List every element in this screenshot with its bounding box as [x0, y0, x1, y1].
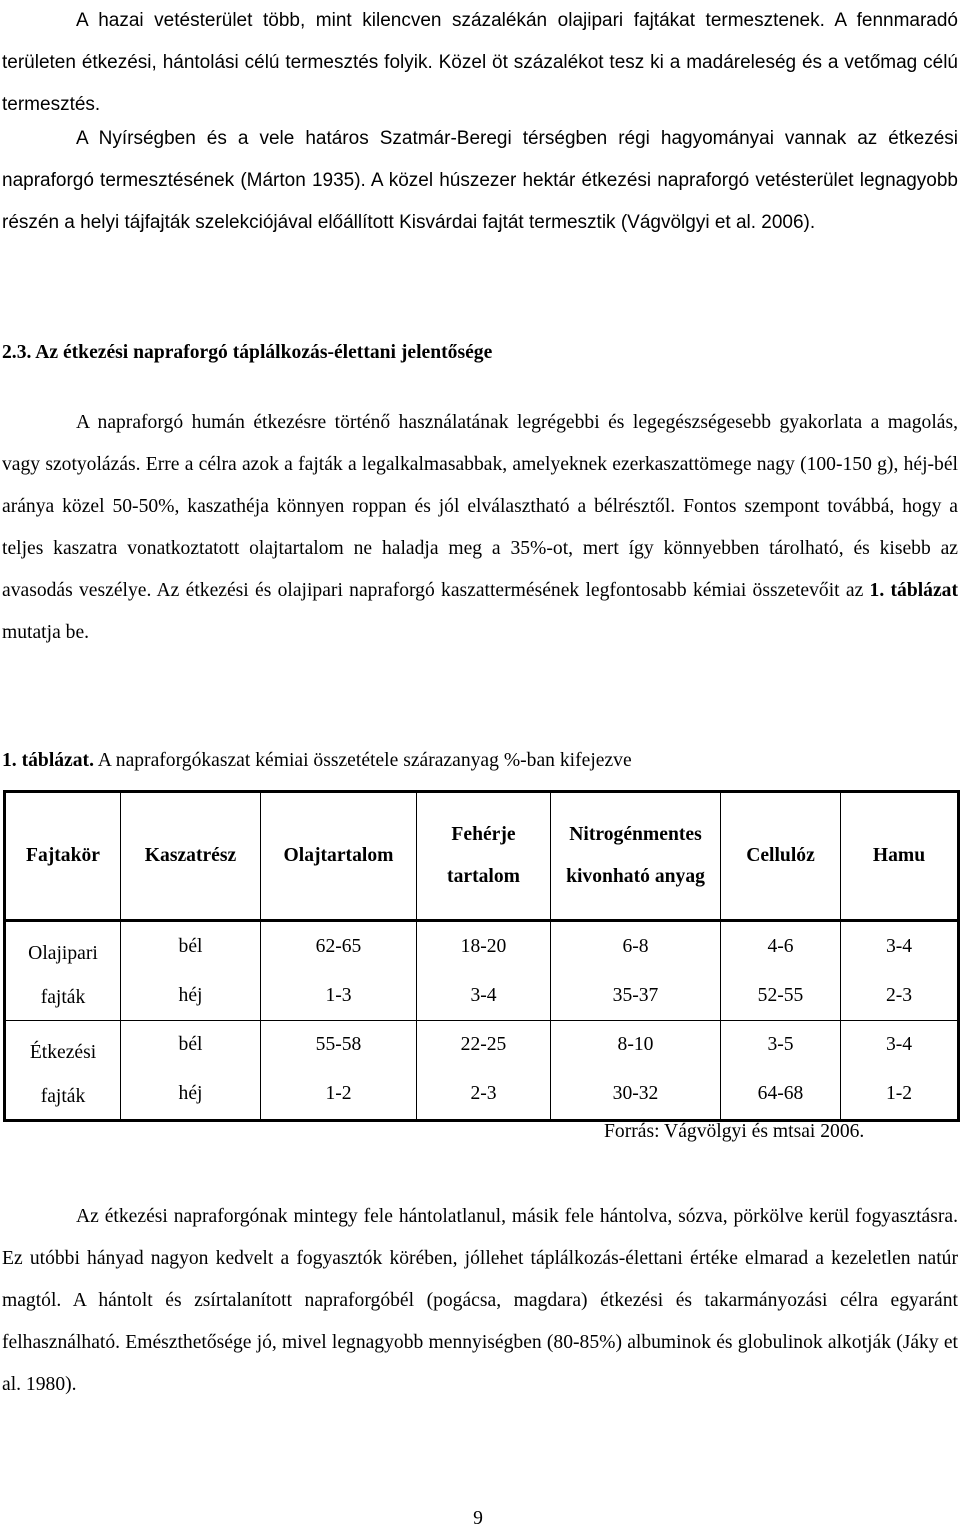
table-cell: 3-5	[721, 1021, 841, 1070]
page-number: 9	[473, 1508, 483, 1529]
header-cell: Hamu	[841, 792, 959, 921]
table-cell: 1-3	[261, 971, 417, 1020]
table-cell: 2-3	[841, 971, 959, 1020]
table-caption	[2, 740, 632, 782]
header-cell: Kaszatrész	[121, 792, 261, 921]
header-cell: Fehérje tartalom	[417, 792, 551, 921]
table-caption-text: A napraforgókaszat kémiai összetétele szárazanyag %-ban kifejezve	[93, 750, 632, 771]
table-cell: 3-4	[841, 1021, 959, 1070]
table-row	[5, 971, 959, 1020]
table-cell: 4-6	[721, 921, 841, 972]
table-cell: 1-2	[261, 1070, 417, 1121]
table-row	[5, 1021, 959, 1070]
table-cell: 2-3	[417, 1070, 551, 1121]
table-cell: 8-10	[551, 1021, 721, 1070]
header-cell: Cellulóz	[721, 792, 841, 921]
header-cell: Fajtakör	[5, 792, 121, 921]
table-cell: 35-37	[551, 971, 721, 1020]
table-cell: 6-8	[551, 921, 721, 972]
paragraph-2: A Nyírségben és a vele határos Szatmár-Beregi térségben régi hagyományai vannak az étkezési napraforgó termesztésének (Márton 1935). A közel húszezer hektár étkezési napraforgó vetésterület legnagyobb részén a helyi tájfajták szelekciójával előállított Kisvárdai fajtát termesztik (Vágvölgyi et al. 2006).	[2, 128, 958, 233]
table-cell: héj	[121, 1070, 261, 1121]
table-row	[5, 1070, 959, 1121]
table-cell: 52-55	[721, 971, 841, 1020]
table-caption-label: 1. táblázat.	[2, 750, 94, 771]
table-cell: 1-2	[841, 1070, 959, 1121]
table-cell: 22-25	[417, 1021, 551, 1070]
paragraph-4: Az étkezési napraforgónak mintegy fele hántolatlanul, másik fele hántolva, sózva, pörkölve kerül fogyasztásra. Ez utóbbi hányad nagyon kedvelt a fogyasztók körében, jóllehet táplálkozás-élettani értéke elmarad a kezeletlen natúr magtól. A hántolt és zsírtalanított napraforgóbél (pogácsa, magdara) étkezési és takarmányozási célra egyaránt felhasználható. Emészthetősége jó, mivel legnagyobb mennyiségben (80-85%) albuminok és globulinok alkotják (Jáky et al. 1980).	[2, 1206, 958, 1395]
table-cell: 3-4	[417, 971, 551, 1020]
group-cell: Olajipari fajták	[5, 921, 121, 1021]
table-cell: 64-68	[721, 1070, 841, 1121]
table-cell: 30-32	[551, 1070, 721, 1121]
table-cell: 3-4	[841, 921, 959, 972]
composition-table	[3, 790, 960, 1122]
paragraph-1: A hazai vetésterület több, mint kilencven százalékán olajipari fajtákat termesztenek. A fennmaradó területen étkezési, hántolási célú termesztés folyik. Közel öt százalékot tesz ki a madáreleség és a vetőmag célú termesztés.	[2, 10, 958, 115]
header-cell: Nitrogénmentes kivonható anyag	[551, 792, 721, 921]
table-reference: 1. táblázat	[869, 580, 958, 601]
table-header-row	[5, 792, 959, 921]
table-row	[5, 921, 959, 972]
group-cell: Étkezési fajták	[5, 1021, 121, 1121]
table-cell: 62-65	[261, 921, 417, 972]
table-cell: héj	[121, 971, 261, 1020]
table-source: Forrás: Vágvölgyi és mtsai 2006.	[604, 1121, 865, 1142]
paragraph-3	[2, 402, 958, 654]
paragraph-3-text-b: mutatja be.	[2, 622, 90, 643]
header-cell: Olajtartalom	[261, 792, 417, 921]
table-cell: 55-58	[261, 1021, 417, 1070]
table-cell: bél	[121, 921, 261, 972]
paragraph-3-text-a: A napraforgó humán étkezésre történő használatának legrégebbi és legegészségesebb gyakorlata a magolás, vagy szotyolázás. Erre a célra azok a fajták a legalkalmasabbak, amelyeknek ezerkaszattömege nagy (100-150 g), héj-bél aránya közel 50-50%, kaszathéja könnyen roppan és jól elválasztható a bélrésztől. Fontos szempont továbbá, hogy a teljes kaszatra vonatkoztatott olajtartalom ne haladja meg a 35%-ot, mert így könnyebben tárolható, és kisebb az avasodás veszélye. Az étkezési és olajipari napraforgó kaszattermésének legfontosabb kémiai összetevőit az	[2, 412, 958, 601]
table-cell: 18-20	[417, 921, 551, 972]
section-heading: 2.3. Az étkezési napraforgó táplálkozás-élettani jelentősége	[2, 342, 493, 363]
table-cell: bél	[121, 1021, 261, 1070]
